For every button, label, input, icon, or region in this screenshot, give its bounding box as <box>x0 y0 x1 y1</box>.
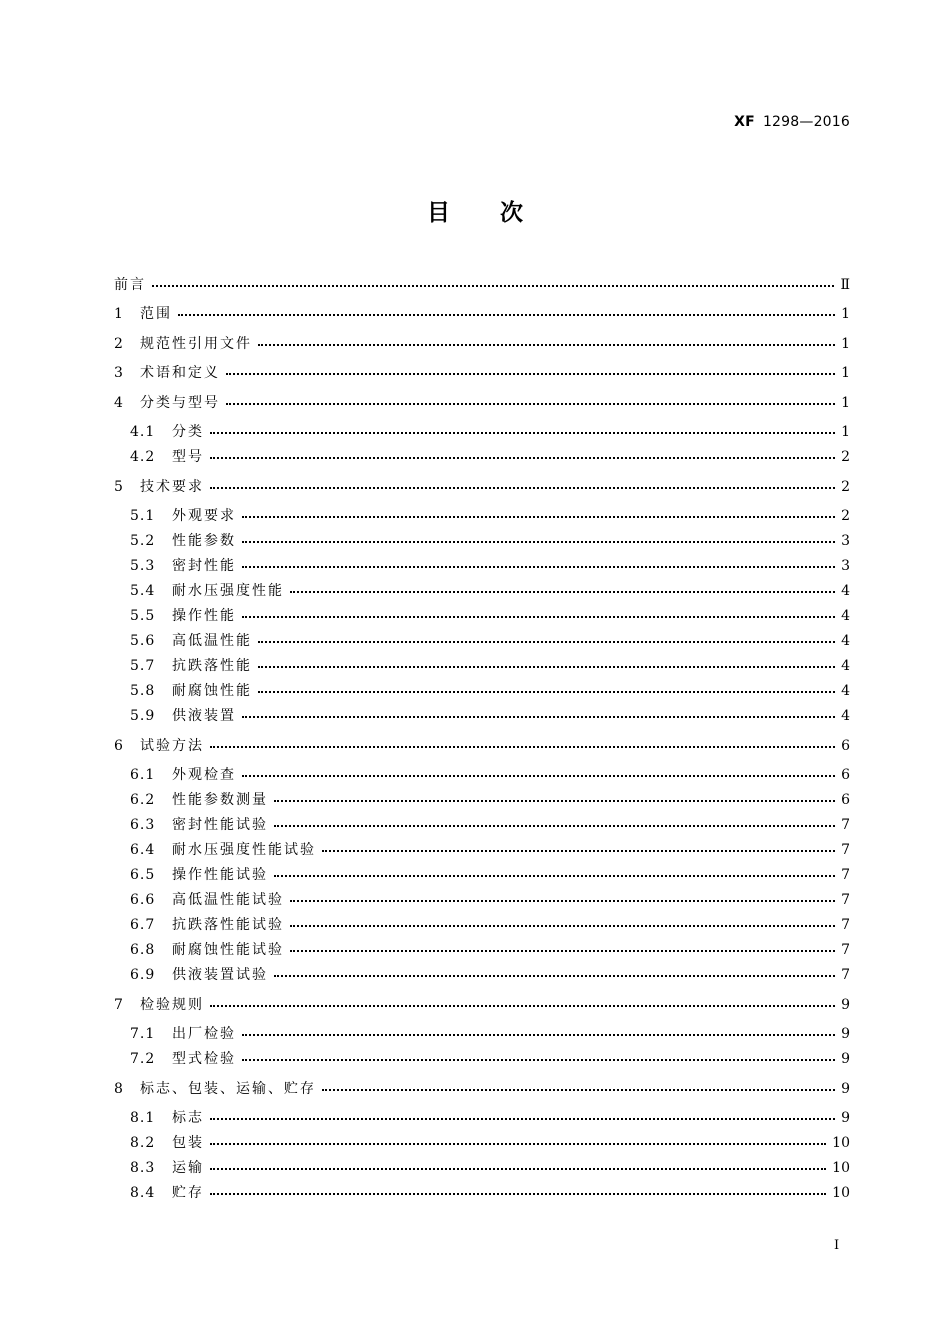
toc-entry-label: 操作性能试验 <box>172 867 268 883</box>
toc-entry-page: 7 <box>841 817 850 833</box>
toc-entry-number: 6.8 <box>130 942 156 958</box>
toc-dot-leader <box>242 616 835 618</box>
toc-entry-number: 6.4 <box>130 842 156 858</box>
toc-entry[interactable] <box>130 631 850 651</box>
toc-entry-page: 6 <box>841 738 850 754</box>
toc-entry-page: 1 <box>841 424 850 440</box>
toc-entry-label: 供液装置 <box>172 708 236 724</box>
toc-entry-label: 性能参数测量 <box>172 792 268 808</box>
toc-dot-leader <box>258 666 835 668</box>
toc-entry[interactable] <box>114 477 850 497</box>
toc-entry-page: 3 <box>841 533 850 549</box>
toc-entry-number: 8.2 <box>130 1135 156 1151</box>
toc-entry-label: 标志、包装、运输、贮存 <box>140 1081 316 1097</box>
toc-entry-number: 5.9 <box>130 708 156 724</box>
toc-entry[interactable] <box>130 706 850 726</box>
toc-dot-leader <box>226 373 835 375</box>
toc-entry-number: 4 <box>114 395 124 411</box>
toc-entry-label: 耐水压强度性能 <box>172 583 284 599</box>
toc-entry-page: 4 <box>841 633 850 649</box>
toc-entry-number: 3 <box>114 365 124 381</box>
toc-dot-leader <box>210 457 835 459</box>
toc-entry[interactable] <box>130 940 850 960</box>
toc-entry-label: 技术要求 <box>140 479 204 495</box>
toc-entry-number: 8.1 <box>130 1110 156 1126</box>
toc-entry-label: 术语和定义 <box>140 365 220 381</box>
toc-entry-number: 7.2 <box>130 1051 156 1067</box>
toc-entry-page: 1 <box>841 306 850 322</box>
toc-entry-number: 8.4 <box>130 1185 156 1201</box>
toc-dot-leader <box>322 850 835 852</box>
toc-entry-page: 1 <box>841 365 850 381</box>
toc-entry-page: 7 <box>841 867 850 883</box>
toc-entry-label: 耐水压强度性能试验 <box>172 842 316 858</box>
toc-entry-number: 8 <box>114 1081 124 1097</box>
toc-dot-leader <box>242 775 835 777</box>
toc-entry-label: 检验规则 <box>140 997 204 1013</box>
toc-dot-leader <box>242 516 835 518</box>
toc-dot-leader <box>210 432 835 434</box>
toc-entry[interactable] <box>130 581 850 601</box>
toc-entry-number: 5.2 <box>130 533 156 549</box>
toc-entry-number: 7 <box>114 997 124 1013</box>
toc-entry[interactable] <box>130 556 850 576</box>
toc-entry-label: 高低温性能试验 <box>172 892 284 908</box>
toc-entry[interactable] <box>114 1079 850 1099</box>
toc-entry[interactable] <box>130 790 850 810</box>
toc-dot-leader <box>274 800 835 802</box>
toc-entry[interactable] <box>130 1133 850 1153</box>
toc-dot-leader <box>210 1193 826 1195</box>
toc-dot-leader <box>290 950 835 952</box>
toc-entry-label: 型式检验 <box>172 1051 236 1067</box>
toc-entry-page: 2 <box>841 479 850 495</box>
toc-entry-page: Ⅱ <box>840 277 850 293</box>
toc-dot-leader <box>258 344 835 346</box>
toc-entry[interactable] <box>114 363 850 383</box>
standard-series: XF <box>734 114 755 130</box>
toc-entry-label: 分类 <box>172 424 204 440</box>
toc-entry-number: 6.7 <box>130 917 156 933</box>
toc-dot-leader <box>242 566 835 568</box>
standard-code <box>734 114 850 130</box>
toc-dot-leader <box>226 403 835 405</box>
toc-entry-label: 耐腐蚀性能试验 <box>172 942 284 958</box>
toc-entry-label: 分类与型号 <box>140 395 220 411</box>
toc-entry[interactable] <box>130 1158 850 1178</box>
toc-dot-leader <box>210 746 835 748</box>
toc-entry-label: 前言 <box>114 277 146 293</box>
toc-dot-leader <box>258 641 835 643</box>
toc-entry-number: 5.8 <box>130 683 156 699</box>
toc-entry-label: 抗跌落性能试验 <box>172 917 284 933</box>
toc-entry[interactable] <box>130 840 850 860</box>
toc-entry-number: 2 <box>114 336 124 352</box>
toc-entry-number: 5.3 <box>130 558 156 574</box>
toc-entry-number: 5.7 <box>130 658 156 674</box>
toc-entry-label: 性能参数 <box>172 533 236 549</box>
toc-entry[interactable] <box>130 865 850 885</box>
toc-dot-leader <box>210 1005 835 1007</box>
toc-dot-leader <box>274 825 835 827</box>
toc-entry-label: 密封性能试验 <box>172 817 268 833</box>
toc-entry-label: 外观要求 <box>172 508 236 524</box>
toc-entry-page: 9 <box>841 997 850 1013</box>
toc-entry[interactable] <box>130 447 850 467</box>
toc-entry-label: 供液装置试验 <box>172 967 268 983</box>
toc-entry-label: 耐腐蚀性能 <box>172 683 252 699</box>
toc-entry-number: 5 <box>114 479 124 495</box>
toc-entry[interactable] <box>130 890 850 910</box>
toc-dot-leader <box>242 1059 835 1061</box>
toc-entry-page: 2 <box>841 508 850 524</box>
toc-entry-number: 6.9 <box>130 967 156 983</box>
toc-entry[interactable] <box>130 606 850 626</box>
toc-entry-label: 试验方法 <box>140 738 204 754</box>
toc-entry-number: 5.6 <box>130 633 156 649</box>
toc-entry-page: 2 <box>841 449 850 465</box>
toc-entry-page: 4 <box>841 683 850 699</box>
toc-dot-leader <box>210 487 835 489</box>
toc-entry-label: 包装 <box>172 1135 204 1151</box>
toc-entry-label: 高低温性能 <box>172 633 252 649</box>
toc-entry-label: 型号 <box>172 449 204 465</box>
toc-entry-page: 7 <box>841 842 850 858</box>
toc-entry-page: 7 <box>841 892 850 908</box>
toc-entry-page: 1 <box>841 336 850 352</box>
toc-entry-page: 7 <box>841 967 850 983</box>
toc-dot-leader <box>178 314 835 316</box>
toc-entry-label: 密封性能 <box>172 558 236 574</box>
toc-entry-page: 10 <box>832 1160 850 1176</box>
toc-entry[interactable] <box>130 656 850 676</box>
toc-dot-leader <box>322 1089 835 1091</box>
toc-entry-label: 运输 <box>172 1160 204 1176</box>
toc-entry-number: 8.3 <box>130 1160 156 1176</box>
toc-dot-leader <box>242 716 835 718</box>
toc-entry[interactable] <box>130 765 850 785</box>
toc-entry-page: 9 <box>841 1081 850 1097</box>
toc-entry-page: 3 <box>841 558 850 574</box>
toc-entry[interactable] <box>114 736 850 756</box>
toc-dot-leader <box>290 591 835 593</box>
toc-entry-number: 6.2 <box>130 792 156 808</box>
toc-entry-number: 4.2 <box>130 449 156 465</box>
toc-entry-page: 4 <box>841 708 850 724</box>
toc-entry[interactable] <box>130 1024 850 1044</box>
toc-entry-page: 7 <box>841 917 850 933</box>
toc-entry[interactable] <box>130 1049 850 1069</box>
toc-entry-label: 外观检查 <box>172 767 236 783</box>
toc-entry-number: 6.1 <box>130 767 156 783</box>
toc-dot-leader <box>242 541 835 543</box>
toc-entry-number: 5.5 <box>130 608 156 624</box>
toc-dot-leader <box>258 691 835 693</box>
toc-dot-leader <box>242 1034 835 1036</box>
toc-entry-page: 4 <box>841 608 850 624</box>
toc-entry-page: 6 <box>841 792 850 808</box>
toc-entry[interactable] <box>130 531 850 551</box>
toc-entry-page: 9 <box>841 1110 850 1126</box>
toc-entry[interactable] <box>130 815 850 835</box>
toc-entry-number: 6.3 <box>130 817 156 833</box>
toc-entry-page: 9 <box>841 1026 850 1042</box>
page-title: 目次 <box>427 200 573 226</box>
toc-entry-page: 10 <box>832 1135 850 1151</box>
toc-entry-label: 范围 <box>140 306 172 322</box>
toc-entry[interactable] <box>130 1108 850 1128</box>
toc-dot-leader <box>290 925 835 927</box>
toc-entry[interactable] <box>130 915 850 935</box>
toc-entry-page: 9 <box>841 1051 850 1067</box>
toc-entry[interactable] <box>114 304 850 324</box>
toc-entry-label: 出厂检验 <box>172 1026 236 1042</box>
toc-entry[interactable] <box>130 681 850 701</box>
toc-entry[interactable] <box>130 965 850 985</box>
toc-entry-label: 规范性引用文件 <box>140 336 252 352</box>
toc-entry-number: 1 <box>114 306 124 322</box>
footer-page-number: Ⅰ <box>834 1238 840 1253</box>
toc-dot-leader <box>274 975 835 977</box>
toc-entry[interactable] <box>114 275 850 295</box>
toc-entry-label: 贮存 <box>172 1185 204 1201</box>
toc-dot-leader <box>210 1168 826 1170</box>
toc-entry-label: 抗跌落性能 <box>172 658 252 674</box>
toc-dot-leader <box>152 285 834 287</box>
toc-entry-label: 标志 <box>172 1110 204 1126</box>
toc-dot-leader <box>290 900 835 902</box>
toc-dot-leader <box>274 875 835 877</box>
toc-entry-page: 4 <box>841 583 850 599</box>
toc-entry-page: 4 <box>841 658 850 674</box>
toc-entry-page: 7 <box>841 942 850 958</box>
toc-dot-leader <box>210 1118 835 1120</box>
toc-entry[interactable] <box>130 422 850 442</box>
toc-entry[interactable] <box>114 393 850 413</box>
toc-entry-number: 5.4 <box>130 583 156 599</box>
toc-entry-page: 10 <box>832 1185 850 1201</box>
toc-entry-number: 6.5 <box>130 867 156 883</box>
toc-entry-page: 6 <box>841 767 850 783</box>
toc-entry-number: 5.1 <box>130 508 156 524</box>
toc-entry[interactable] <box>130 1183 850 1203</box>
toc-entry[interactable] <box>114 334 850 354</box>
standard-number: 1298—2016 <box>762 114 850 130</box>
toc-entry-label: 操作性能 <box>172 608 236 624</box>
toc-dot-leader <box>210 1143 826 1145</box>
toc-entry[interactable] <box>114 995 850 1015</box>
toc-entry-page: 1 <box>841 395 850 411</box>
toc-entry-number: 7.1 <box>130 1026 156 1042</box>
toc-entry[interactable] <box>130 506 850 526</box>
toc-entry-number: 6 <box>114 738 124 754</box>
toc-entry-number: 4.1 <box>130 424 156 440</box>
toc-entry-number: 6.6 <box>130 892 156 908</box>
